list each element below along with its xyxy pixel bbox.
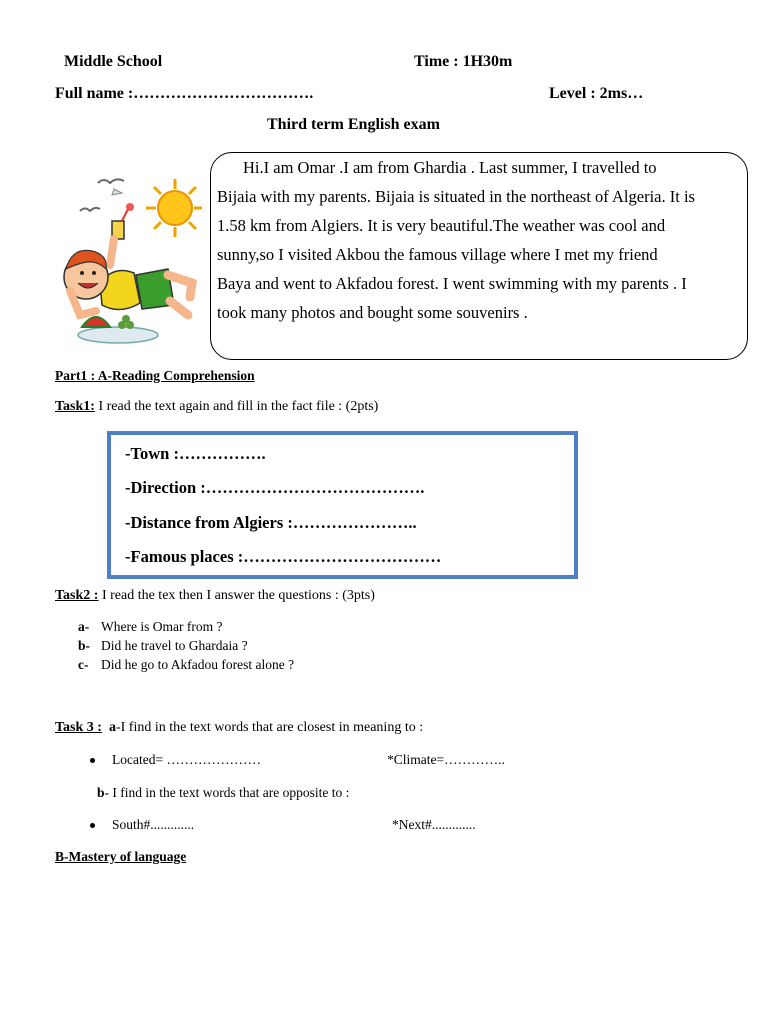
- exam-title: Third term English exam: [267, 116, 440, 133]
- reading-passage: [210, 152, 748, 360]
- level: Level : 2ms…: [549, 85, 644, 102]
- task3-a-text: -I find in the text words that are closest in meaning to :: [115, 720, 424, 735]
- passage-line: sunny,so I visited Akbou the famous village where I met my friend: [217, 245, 658, 264]
- question-letter: c-: [78, 657, 89, 672]
- fact-file-box: [107, 431, 578, 579]
- task3-label: Task 3 :: [55, 720, 102, 735]
- task3-b-instruction: [97, 785, 349, 801]
- task2-label: Task2 :: [55, 588, 99, 603]
- passage-line: Baya and went to Akfadou forest. I went swimming with my parents . I: [217, 274, 687, 293]
- passage-line: Bijaia with my parents. Bijaia is situated in the northeast of Algeria. It is: [217, 187, 695, 206]
- task1-instruction: [55, 399, 378, 415]
- fact-town: -Town :…………….: [125, 444, 266, 463]
- part1-heading: Part1 : A-Reading Comprehension: [55, 368, 255, 383]
- question-text: Where is Omar from ?: [101, 619, 223, 634]
- task1-label: Task1:: [55, 399, 95, 414]
- task3-b-letter: b: [97, 785, 105, 800]
- task2-instruction: [55, 588, 375, 604]
- mastery-heading: B-Mastery of language: [55, 849, 187, 864]
- question-text: Did he go to Akfadou forest alone ?: [101, 657, 295, 672]
- next-blank: *Next#.............: [392, 817, 476, 832]
- full-name-field: Full name :…………………………….: [55, 85, 314, 102]
- question-letter: a-: [78, 619, 90, 634]
- passage-line: 1.58 km from Algiers. It is very beautiful.The weather was cool and: [217, 216, 666, 235]
- south-blank: South#.............: [112, 817, 195, 832]
- fact-distance: -Distance from Algiers :…………………..: [125, 513, 417, 532]
- exam-time: Time : 1H30m: [414, 53, 513, 70]
- task1-text: I read the text again and fill in the fact file : (2pts): [94, 399, 379, 414]
- task3-a-letter: a: [108, 720, 116, 735]
- located-blank: Located= …………………: [112, 752, 261, 767]
- school-name: Middle School: [64, 53, 163, 70]
- passage-line: Hi.I am Omar .I am from Ghardia . Last summer, I travelled to: [243, 158, 657, 177]
- task3-b-text: - I find in the text words that are opposite to :: [104, 785, 350, 800]
- question-c: [78, 657, 294, 673]
- bullet-icon: [90, 758, 95, 763]
- question-a: [78, 619, 222, 635]
- question-b: [78, 638, 248, 654]
- question-text: Did he travel to Ghardaia ?: [101, 638, 248, 653]
- fact-famous-places: -Famous places :………………………………: [125, 547, 442, 566]
- passage-line: took many photos and bought some souvenirs .: [217, 303, 528, 322]
- question-letter: b-: [78, 638, 91, 653]
- fact-direction: -Direction :………………………………….: [125, 478, 425, 497]
- boy-sunbathing-illustration: [52, 165, 202, 350]
- climate-blank: *Climate=…………..: [387, 752, 505, 767]
- task2-text: I read the tex then I answer the questions : (3pts): [98, 588, 375, 603]
- task3-instruction: [55, 720, 423, 736]
- bullet-icon: [90, 823, 95, 828]
